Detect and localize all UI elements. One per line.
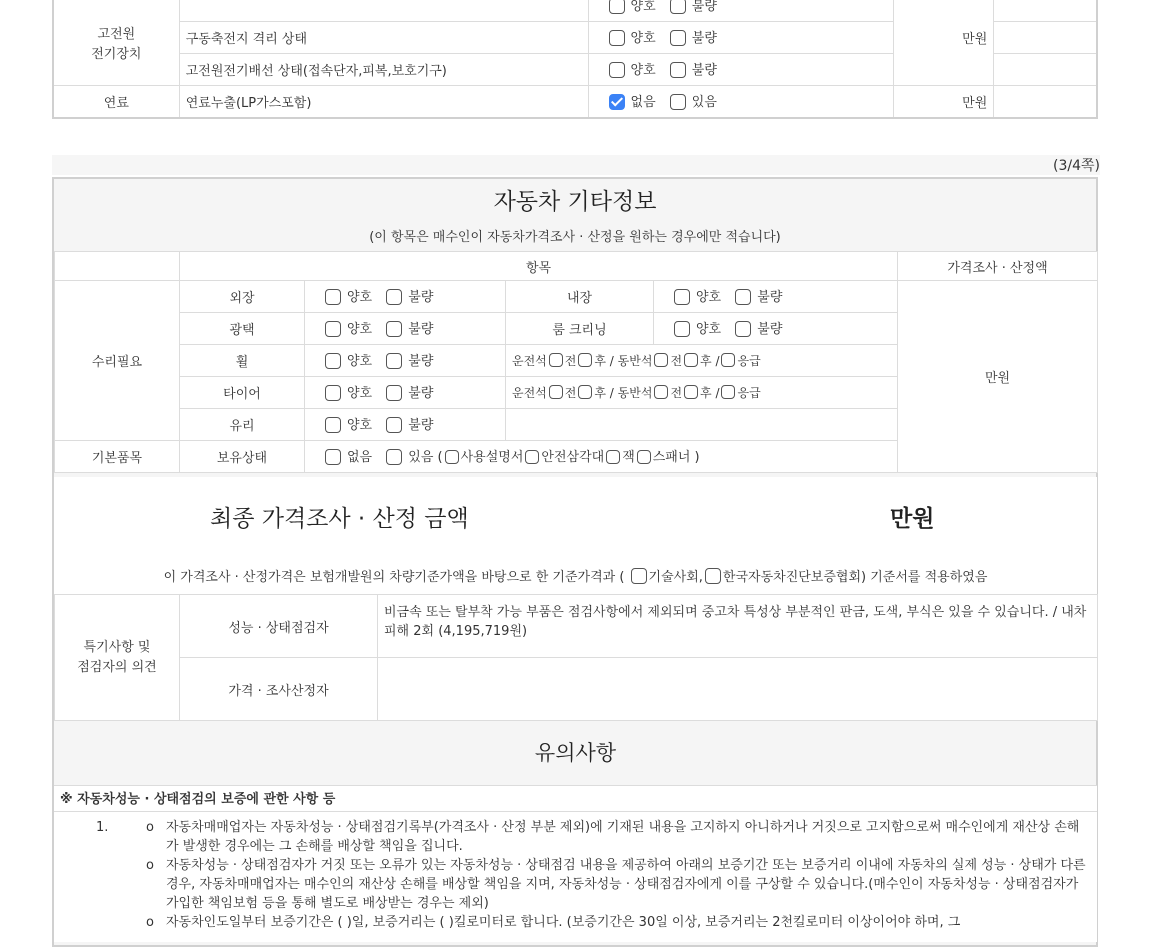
- checkbox[interactable]: [670, 62, 686, 78]
- checkbox[interactable]: [637, 450, 651, 464]
- checkbox[interactable]: [606, 450, 620, 464]
- checkbox[interactable]: [386, 385, 402, 401]
- checkbox[interactable]: [609, 0, 625, 14]
- repair-price-unit: 만원: [898, 281, 1098, 473]
- checkbox[interactable]: [386, 417, 402, 433]
- seat-options: 운전석 전 후 / 동반석 전 후 / 응급: [506, 345, 898, 377]
- row-name: 룸 크리닝: [506, 313, 654, 345]
- item-label: [179, 0, 588, 22]
- table-row: 광택 양호 불량 룸 크리닝 양호 불량: [55, 313, 1098, 345]
- table-row: 기본품목 보유상태 없음 있음 ( 사용설명서 안전삼각대 잭 스패너 ): [55, 441, 1098, 473]
- checkbox[interactable]: [609, 30, 625, 46]
- checkbox[interactable]: [386, 449, 402, 465]
- bullet-icon: o: [146, 820, 154, 835]
- checkbox[interactable]: [631, 568, 647, 584]
- inspector-opinion: 비금속 또는 탈부착 가능 부품은 점검사항에서 제외되며 중고차 특성상 부분적인 판금, 도색, 부식은 있을 수 있습니다. / 내차피해 2회 (4,195,719원): [378, 595, 1098, 658]
- checkbox-checked[interactable]: [609, 94, 625, 110]
- notice-body: [54, 812, 1097, 942]
- checkbox[interactable]: [386, 289, 402, 305]
- row-name: 외장: [180, 281, 305, 313]
- checkbox[interactable]: [578, 353, 592, 367]
- checkbox[interactable]: [549, 353, 563, 367]
- table-row: 고전원전기배선 상태(접속단자,피복,보호기구) 양호 불량: [53, 54, 1097, 86]
- group-label-hv: 고전원 전기장치: [53, 0, 179, 86]
- final-price-title: 최종 가격조사 · 산정 금액: [210, 506, 469, 532]
- price-unit: 만원: [894, 86, 994, 119]
- seat-options: 운전석 전 후 / 동반석 전 후 / 응급: [506, 377, 898, 409]
- table-row: 휠 양호 불량 운전석 전 후 / 동반석 전 후 / 응급: [55, 345, 1098, 377]
- page-number: (3/4쪽): [1053, 158, 1100, 174]
- notice-title: 유의사항: [534, 741, 617, 765]
- table-header-row: [55, 252, 1098, 281]
- bullet-icon: o: [146, 915, 154, 930]
- table-row: [55, 658, 1098, 721]
- notice-section-title: ※ 자동차성능 · 상태점검의 보증에 관한 사항 등: [54, 785, 1097, 812]
- checkbox[interactable]: [735, 321, 751, 337]
- checkbox[interactable]: [325, 321, 341, 337]
- checkbox[interactable]: [705, 568, 721, 584]
- checkbox[interactable]: [549, 385, 563, 399]
- header-price: 가격조사 · 산정액: [898, 252, 1098, 281]
- checkbox[interactable]: [445, 450, 459, 464]
- table-row: 구동축전지 격리 상태 양호 불량: [53, 22, 1097, 54]
- page-title: 자동차 기타정보: [493, 189, 657, 215]
- checkbox[interactable]: [674, 321, 690, 337]
- checkbox[interactable]: [670, 94, 686, 110]
- checkbox[interactable]: [684, 385, 698, 399]
- row-name: 타이어: [180, 377, 305, 409]
- checkbox[interactable]: [325, 385, 341, 401]
- repair-label: 수리필요: [55, 281, 180, 441]
- final-price-unit: 만원: [890, 506, 935, 532]
- checkbox[interactable]: [735, 289, 751, 305]
- table-row: 연료 연료누출(LP가스포함) 없음 있음 만원: [53, 86, 1097, 119]
- etc-info-table: [54, 251, 1098, 473]
- table-row: 타이어 양호 불량 운전석 전 후 / 동반석 전 후 / 응급: [55, 377, 1098, 409]
- checkbox[interactable]: [674, 289, 690, 305]
- appraiser-label: 가격 · 조사산정자: [180, 658, 378, 721]
- group-label-fuel: 연료: [53, 86, 179, 119]
- table-row: 고전원 전기장치 양호 불량 만원: [53, 0, 1097, 22]
- checkbox[interactable]: [654, 385, 668, 399]
- basic-item: 보유상태: [180, 441, 305, 473]
- checkbox[interactable]: [609, 62, 625, 78]
- checkbox[interactable]: [684, 353, 698, 367]
- table-row: 수리필요 외장 양호 불량 내장 양호 불량 만원: [55, 281, 1098, 313]
- table-row: [55, 595, 1098, 658]
- list-item: o 자동차성능 · 상태점검자가 거짓 또는 오류가 있는 자동차성능 · 상태점검 내용을 제공하여 아래의 보증기간 또는 보증거리 이내에 자동차의 실제 성능 · 상태가 다른 경우, 자동차매매업자는 매수인의 재산상 손해를 배상할 책임을 지며, 자동차성능 · 상태점검자에게 이를 구상할 수 있습니다.(매수인이 자동차성능 · 상태점검자가 가입한 책임보험 등을 통해 별도로 배상받는 경우는 제외): [146, 858, 1086, 911]
- checkbox[interactable]: [386, 353, 402, 369]
- item-label: 구동축전지 격리 상태: [179, 22, 588, 54]
- row-name: 휠: [180, 345, 305, 377]
- final-price-note: 이 가격조사 · 산정가격은 보험개발원의 차량기준가액을 바탕으로 한 기준가격과 ( 기술사회, 한국자동차진단보증협회) 기준서를 적용하였음: [163, 570, 988, 585]
- row-name: 유리: [180, 409, 305, 441]
- checkbox[interactable]: [325, 353, 341, 369]
- checkbox[interactable]: [386, 321, 402, 337]
- item-label: 연료누출(LP가스포함): [179, 86, 588, 119]
- page-subtitle: (이 항목은 매수인이 자동차가격조사 · 산정을 원하는 경우에만 적습니다): [369, 230, 781, 245]
- checkbox[interactable]: [654, 353, 668, 367]
- table-row: 유리 양호 불량: [55, 409, 1098, 441]
- basic-label: 기본품목: [55, 441, 180, 473]
- checkbox[interactable]: [325, 289, 341, 305]
- page-bar: [52, 155, 1100, 175]
- checkbox[interactable]: [525, 450, 539, 464]
- opinion-label: 특기사항 및 점검자의 의견: [55, 595, 180, 721]
- header-item: 항목: [180, 252, 898, 281]
- row-name: 내장: [506, 281, 654, 313]
- opinion-table: [54, 594, 1098, 721]
- inspector-label: 성능 · 상태점검자: [180, 595, 378, 658]
- checkbox[interactable]: [325, 417, 341, 433]
- checkbox[interactable]: [721, 385, 735, 399]
- checkbox[interactable]: [325, 449, 341, 465]
- bullet-icon: o: [146, 858, 154, 873]
- checkbox[interactable]: [670, 30, 686, 46]
- appraiser-opinion: [378, 658, 1098, 721]
- list-item: o 자동차매매업자는 자동차성능 · 상태점검기록부(가격조사 · 산정 부분 제외)에 기재된 내용을 고지하지 아니하거나 거짓으로 고지함으로써 매수인에게 재산상 손해가 발생한 경우에는 그 손해를 배상할 책임을 집니다.: [146, 820, 1080, 854]
- row-name: 광택: [180, 313, 305, 345]
- price-unit: 만원: [894, 0, 994, 86]
- notice-number: 1.: [96, 820, 109, 835]
- item-label: 고전원전기배선 상태(접속단자,피복,보호기구): [179, 54, 588, 86]
- list-item: o 자동차인도일부터 보증기간은 ( )일, 보증거리는 ( )킬로미터로 합니다. (보증기간은 30일 이상, 보증거리는 2천킬로미터 이상이어야 하며, 그: [146, 915, 961, 930]
- checkbox[interactable]: [670, 0, 686, 14]
- electric-fuel-table: [52, 0, 1098, 119]
- checkbox[interactable]: [721, 353, 735, 367]
- checkbox[interactable]: [578, 385, 592, 399]
